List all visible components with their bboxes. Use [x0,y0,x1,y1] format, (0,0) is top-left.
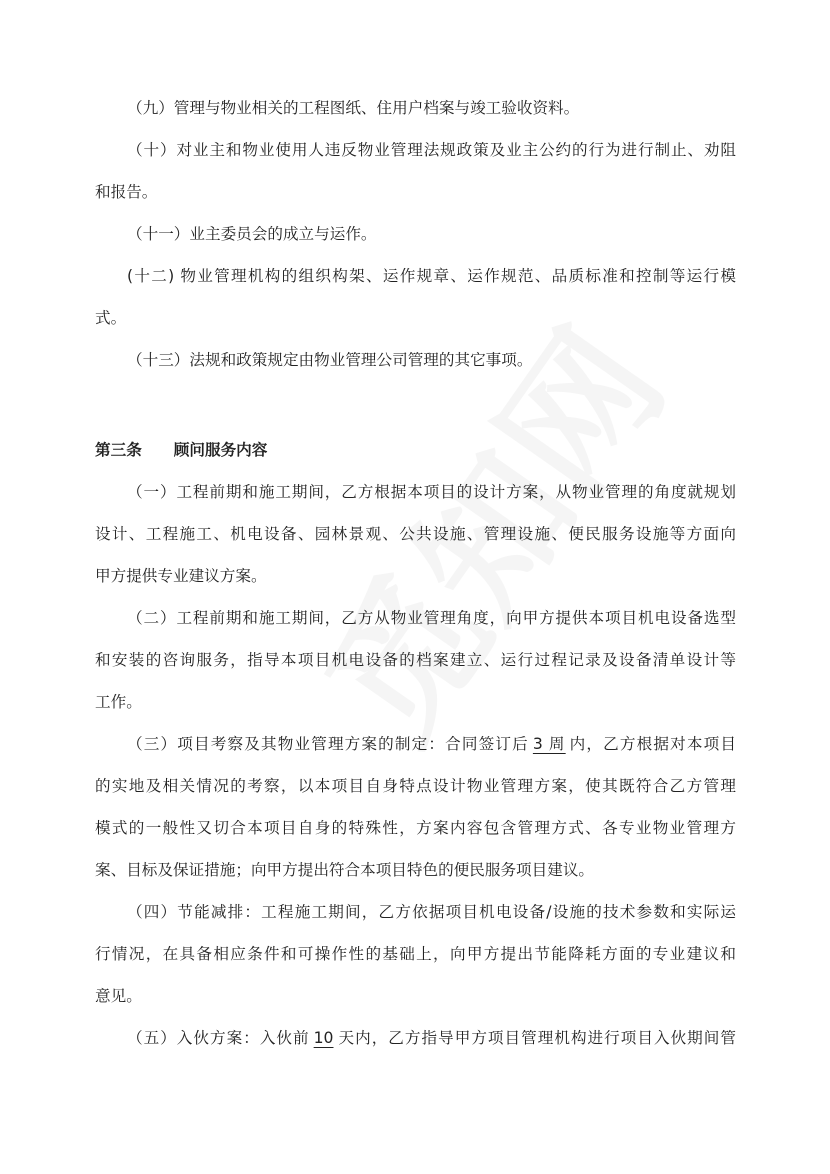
paragraph-line: 式。 [95,309,127,327]
paragraph-line: （二）工程前期和施工期间，乙方从物业管理角度，向甲方提供本项目机电设备选型 [127,609,736,627]
paragraph-line: 案、目标及保证措施；向甲方提出符合本项目特色的便民服务项目建议。 [95,861,595,879]
clause-item-11 [95,213,736,255]
paragraph-line: 行情况，在具备相应条件和可操作性的基础上，向甲方提出节能降耗方面的专业建议和 [95,945,736,963]
section-number: 第三条 [95,441,142,459]
paragraph-line: (十二) 物业管理机构的组织构架、运作规章、运作规范、品质标准和控制等运行模 [127,267,736,285]
paragraph-line: （十三）法规和政策规定由物业管理公司管理的其它事项。 [127,351,533,369]
service-item-3 [95,723,736,891]
paragraph-line: 设计、工程施工、机电设备、园林景观、公共设施、管理设施、便民服务设施等方面向 [95,525,736,543]
paragraph-line: 甲方提供专业建议方案。 [95,567,267,585]
clause-item-13 [95,339,736,381]
service-item-5 [95,1017,736,1059]
text: （五）入伙方案：入伙前 [127,1029,310,1047]
text: 内，乙方根据对本项目 [569,735,736,753]
paragraph-line [95,1017,736,1059]
section-heading [95,429,736,471]
paragraph-line [95,723,736,765]
service-item-2 [95,597,736,723]
paragraph-line: 意见。 [95,987,142,1005]
paragraph-line: 和安装的咨询服务，指导本项目机电设备的档案建立、运行过程记录及设备清单设计等 [95,651,736,669]
paragraph-line: （四）节能减排：工程施工期间，乙方依据项目机电设备/设施的技术参数和实际运 [127,903,736,921]
clause-item-12 [95,255,736,339]
paragraph-line: 的实地及相关情况的考察，以本项目自身特点设计物业管理方案，使其既符合乙方管理 [95,777,736,795]
clause-item-10 [95,129,736,213]
text: 天内，乙方指导甲方项目管理机构进行项目入伙期间管 [337,1029,736,1047]
paragraph-line: 和报告。 [95,183,158,201]
paragraph-line: 工作。 [95,693,142,711]
clause-item-9 [95,87,736,129]
document-page [95,87,736,1059]
service-item-4 [95,891,736,1017]
paragraph-line: （十一）业主委员会的成立与运作。 [127,225,377,243]
paragraph-line: （九）管理与物业相关的工程图纸、住用户档案与竣工验收资料。 [127,99,580,117]
days-value: 10 [313,1029,334,1047]
weeks-value: 3 周 [532,735,566,753]
paragraph-line: （一）工程前期和施工期间，乙方根据本项目的设计方案，从物业管理的角度就规划 [127,483,736,501]
section-title: 顾问服务内容 [173,441,268,459]
paragraph-line: 模式的一般性又切合本项目自身的特殊性，方案内容包含管理方式、各专业物业管理方 [95,819,736,837]
text: （三）项目考察及其物业管理方案的制定：合同签订后 [127,735,529,753]
service-item-1 [95,471,736,597]
paragraph-line: （十）对业主和物业使用人违反物业管理法规政策及业主公约的行为进行制止、劝阻 [127,141,736,159]
